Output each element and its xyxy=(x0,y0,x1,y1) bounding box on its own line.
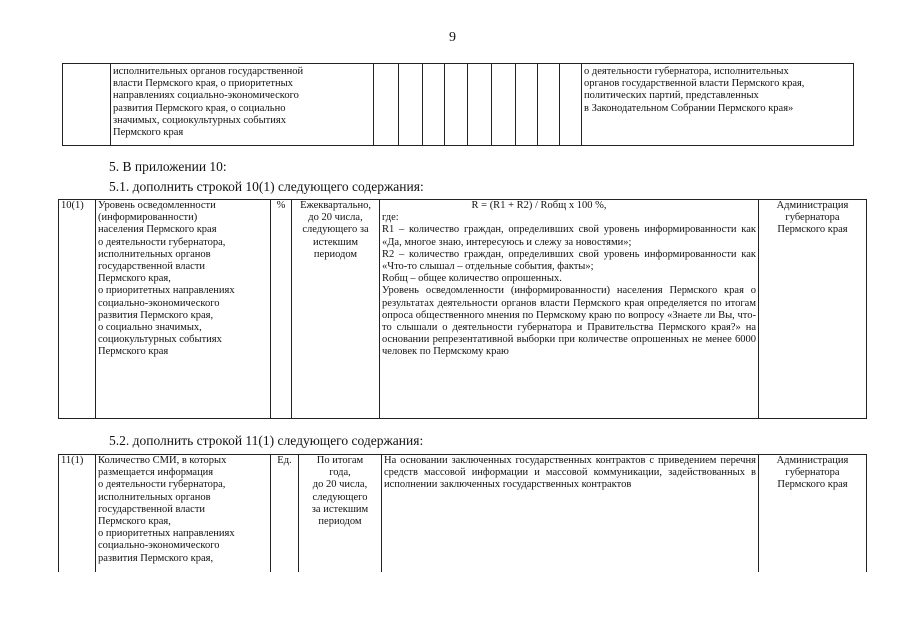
text-line: Пермского края xyxy=(113,127,184,139)
text-line: периодом xyxy=(313,248,358,260)
text-line: социокультурных событиях xyxy=(98,334,222,346)
appendix-heading: 5. В приложении 10: xyxy=(109,159,227,174)
text-line: Пермского края xyxy=(777,224,848,236)
table-cell-empty xyxy=(374,64,399,146)
table-cell-empty xyxy=(492,64,516,146)
reporting-period xyxy=(299,455,382,573)
page-number: 9 xyxy=(449,30,456,45)
responsible-body xyxy=(759,200,867,419)
text-line: года, xyxy=(329,467,351,479)
text-line: Пермского края xyxy=(777,479,848,491)
text-line: до 20 числа, xyxy=(308,212,363,224)
method-r1: R1 – количество граждан, определивших свой уровень информированности как «Да, многое знаю, интересуюсь и слежу за новостями»; xyxy=(382,224,756,248)
text-line: о социально значимых, xyxy=(98,322,202,334)
indicator-table-11-1 xyxy=(58,454,867,572)
method-r2: R2 – количество граждан, определивших свой уровень информированности как «Что-то слышал – отдельные события, факты»; xyxy=(382,248,756,273)
formula: R = (R1 + R2) / Rобщ x 100 %, xyxy=(471,200,607,211)
calculation-method xyxy=(380,200,759,419)
text-line: о деятельности губернатора, xyxy=(98,236,226,248)
unit-of-measure: Ед. xyxy=(271,455,299,573)
text-line: государственной власти xyxy=(98,503,206,515)
method-description: Уровень осведомленности (информированности) населения Пермского края о результатах деятельности органов власти Пермского края определяется по итогам опроса общественного мнения по Пермскому краю по вопросу «Знаете ли Вы, что-то слышали о деятельности губернатора и Правительства Пермского края?» на основании репрезентативной выборки при количестве опрошенных не менее 6000 человек по Пермскому краю xyxy=(382,285,756,358)
text-line: Пермского края, xyxy=(98,516,171,528)
table-cell-empty xyxy=(516,64,538,146)
text-line: социально-экономического xyxy=(98,540,220,552)
formula-where: где: xyxy=(382,212,399,224)
text-line: в Законодательном Собрании Пермского края» xyxy=(584,102,794,114)
text-line: исполнительных органов xyxy=(98,248,211,260)
row-number: 10(1) xyxy=(59,200,96,419)
text-line: Администрация xyxy=(776,200,849,211)
text-line: следующего xyxy=(312,491,368,503)
continuation-indicator-name xyxy=(111,64,374,146)
text-line: По итогам xyxy=(316,455,364,466)
text-line: за истекшим xyxy=(311,503,369,515)
calculation-method: На основании заключенных государственных контрактов с приведением перечня средств массовой информации и массовой коммуникации, задействованных в исполнении заключенных государственных контрактов xyxy=(382,455,759,573)
text-line: исполнительных органов xyxy=(98,491,211,503)
text-line: Пермского края xyxy=(98,346,169,358)
responsible-body xyxy=(759,455,867,573)
text-line: развития Пермского края, xyxy=(98,309,214,321)
text-line: политических партий, представленных xyxy=(584,90,759,102)
text-line: Количество СМИ, в которых xyxy=(98,455,227,466)
text-line: истекшим xyxy=(313,236,358,248)
reporting-period xyxy=(292,200,380,419)
text-line: о приоритетных направлениях xyxy=(98,528,235,540)
text-line: о деятельности губернатора, исполнительных xyxy=(584,66,789,77)
subsection-heading-5-1: 5.1. дополнить строкой 10(1) следующего содержания: xyxy=(109,179,424,194)
text-line: государственной власти xyxy=(98,261,206,273)
text-line: Ежеквартально, xyxy=(300,200,371,211)
table-cell-empty xyxy=(399,64,423,146)
text-line: исполнительных органов государственной xyxy=(113,66,304,77)
text-line: следующего за xyxy=(302,224,369,236)
text-line: размещается информация xyxy=(98,467,214,479)
text-line: развития Пермского края, о социально xyxy=(113,102,286,114)
subsection-heading-5-2: 5.2. дополнить строкой 11(1) следующего содержания: xyxy=(109,433,424,448)
text-line: до 20 числа, xyxy=(312,479,368,491)
text-line: власти Пермского края, о приоритетных xyxy=(113,78,293,90)
table-cell-empty xyxy=(560,64,582,146)
text-line: губернатора xyxy=(785,467,840,479)
text-line: социально-экономического xyxy=(98,297,220,309)
text-line: губернатора xyxy=(785,212,840,224)
text-line: (информированности) xyxy=(98,212,198,224)
continuation-table xyxy=(62,63,854,146)
text-line: Администрация xyxy=(776,455,849,466)
text-line: периодом xyxy=(318,516,362,528)
table-cell-empty xyxy=(538,64,560,146)
text-line: о приоритетных направлениях xyxy=(98,285,235,297)
text-line: значимых, социокультурных событиях xyxy=(113,114,286,126)
text-line: направлениях социально-экономического xyxy=(113,90,299,102)
text-line: органов государственной власти Пермского края, xyxy=(584,78,805,90)
table-cell-empty xyxy=(445,64,468,146)
text-line: населения Пермского края xyxy=(98,224,217,236)
unit-of-measure: % xyxy=(271,200,292,419)
continuation-indicator-goal xyxy=(582,64,854,146)
indicator-name xyxy=(96,200,271,419)
text-line: развития Пермского края, xyxy=(98,552,214,564)
text-line: Пермского края, xyxy=(98,273,171,285)
indicator-name xyxy=(96,455,271,573)
text-line: о деятельности губернатора, xyxy=(98,479,226,491)
table-cell-empty xyxy=(468,64,492,146)
text-line: Уровень осведомленности xyxy=(98,200,216,211)
table-cell-empty xyxy=(63,64,111,146)
row-number: 11(1) xyxy=(59,455,96,573)
table-cell-empty xyxy=(423,64,445,146)
method-rtotal: Rобщ – общее количество опрошенных. xyxy=(382,273,562,285)
indicator-table-10-1 xyxy=(58,199,867,419)
